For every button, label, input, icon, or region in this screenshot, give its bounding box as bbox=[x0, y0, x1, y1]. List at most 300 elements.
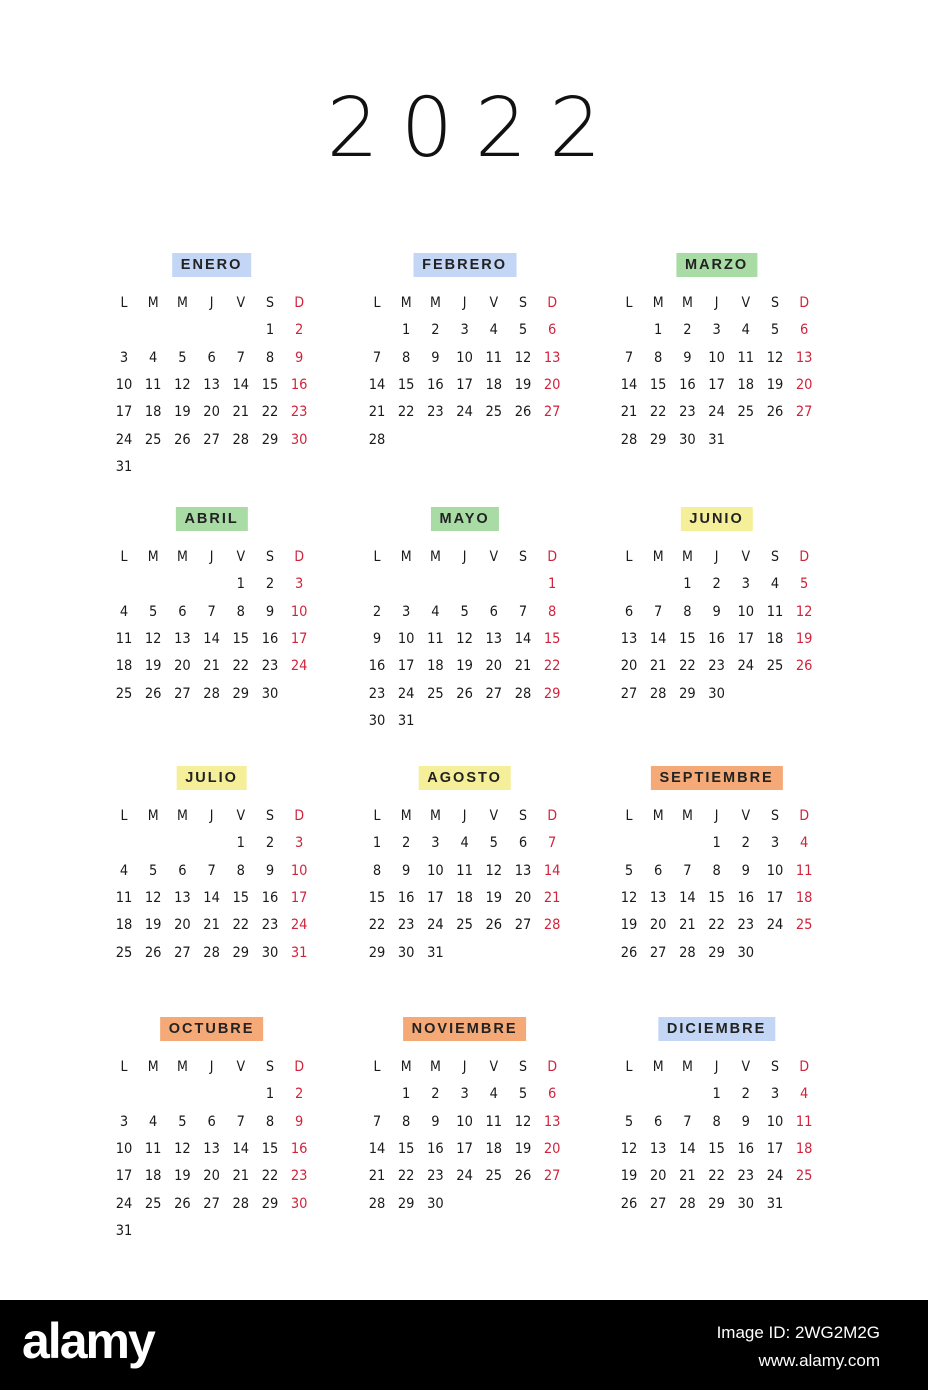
day-cell: 31 bbox=[115, 1222, 133, 1239]
weekday-header: J bbox=[462, 808, 467, 824]
month-label: JULIO bbox=[176, 766, 247, 790]
day-cell: 6 bbox=[178, 862, 187, 879]
day-cell: 10 bbox=[766, 1113, 784, 1130]
day-cell: 15 bbox=[543, 630, 561, 647]
day-cell: 1 bbox=[236, 576, 245, 593]
day-cell: 10 bbox=[115, 376, 133, 393]
day-cell: 7 bbox=[372, 1113, 382, 1130]
weekday-header: L bbox=[120, 1059, 128, 1075]
weekday-header: M bbox=[681, 549, 693, 565]
day-cell: 19 bbox=[456, 658, 473, 675]
day-cell: 23 bbox=[261, 917, 279, 934]
day-cell: 3 bbox=[460, 1086, 469, 1103]
day-cell: 17 bbox=[290, 630, 308, 647]
day-cell: 26 bbox=[456, 685, 473, 702]
day-cell: 3 bbox=[119, 349, 129, 366]
weekday-header: J bbox=[714, 549, 719, 565]
day-cell: 6 bbox=[800, 322, 809, 339]
day-cell: 18 bbox=[144, 404, 162, 421]
day-cell: 17 bbox=[115, 404, 133, 421]
weekday-header: V bbox=[489, 295, 499, 311]
weekday-header: J bbox=[714, 1059, 719, 1075]
day-cell: 16 bbox=[427, 1140, 444, 1157]
day-cell: 8 bbox=[372, 862, 382, 879]
day-cell: 4 bbox=[770, 576, 780, 593]
day-cell: 4 bbox=[800, 835, 809, 852]
day-cell: 21 bbox=[368, 1168, 386, 1185]
day-cell: 19 bbox=[514, 1140, 532, 1157]
weekday-header: M bbox=[147, 295, 159, 311]
day-cell: 10 bbox=[766, 862, 784, 879]
day-cell: 6 bbox=[518, 835, 528, 852]
day-cell: 12 bbox=[514, 349, 532, 366]
day-cell: 28 bbox=[514, 685, 532, 702]
day-cell: 27 bbox=[514, 917, 532, 934]
day-cell: 25 bbox=[115, 685, 133, 702]
day-cell: 21 bbox=[368, 404, 386, 421]
day-cell: 19 bbox=[144, 658, 162, 675]
day-cell: 26 bbox=[514, 1168, 532, 1185]
day-cell: 9 bbox=[402, 862, 411, 879]
day-cell: 23 bbox=[261, 658, 279, 675]
day-cell: 3 bbox=[119, 1113, 129, 1130]
day-cell: 10 bbox=[115, 1140, 133, 1157]
day-cell: 20 bbox=[203, 404, 220, 421]
day-cell: 6 bbox=[654, 1113, 663, 1130]
day-cell: 28 bbox=[649, 685, 667, 702]
weekday-header: M bbox=[176, 1059, 188, 1075]
day-cell: 19 bbox=[174, 404, 191, 421]
day-cell: 11 bbox=[456, 862, 473, 879]
day-cell: 14 bbox=[679, 1140, 696, 1157]
day-cell: 16 bbox=[679, 376, 696, 393]
day-cell: 1 bbox=[712, 1086, 721, 1103]
day-cell: 8 bbox=[402, 1113, 411, 1130]
day-cell: 8 bbox=[712, 862, 721, 879]
day-cell: 2 bbox=[295, 322, 304, 339]
day-cell: 26 bbox=[174, 431, 191, 448]
day-cell: 3 bbox=[712, 322, 721, 339]
day-cell: 23 bbox=[427, 1168, 444, 1185]
day-cell: 26 bbox=[144, 944, 162, 961]
day-cell: 12 bbox=[766, 349, 784, 366]
day-cell: 21 bbox=[620, 404, 638, 421]
day-cell: 23 bbox=[397, 917, 415, 934]
day-cell: 18 bbox=[144, 1168, 162, 1185]
weekday-header: S bbox=[771, 549, 779, 565]
day-cell: 14 bbox=[514, 630, 532, 647]
weekday-header: J bbox=[714, 808, 719, 824]
weekday-header: V bbox=[236, 549, 246, 565]
image-id: Image ID: 2WG2M2G bbox=[716, 1323, 880, 1342]
day-cell: 28 bbox=[620, 431, 638, 448]
day-cell: 28 bbox=[232, 431, 250, 448]
day-cell: 26 bbox=[485, 917, 503, 934]
day-cell: 2 bbox=[295, 1086, 304, 1103]
day-cell: 3 bbox=[741, 576, 750, 593]
day-cell: 26 bbox=[795, 658, 813, 675]
day-cell: 17 bbox=[456, 376, 473, 393]
month-label: ABRIL bbox=[175, 507, 247, 531]
day-cell: 4 bbox=[431, 603, 440, 620]
day-cell: 28 bbox=[368, 431, 386, 448]
day-cell: 28 bbox=[368, 1195, 386, 1212]
weekday-header: M bbox=[681, 295, 693, 311]
day-cell: 22 bbox=[649, 404, 667, 421]
day-cell: 3 bbox=[431, 835, 440, 852]
day-cell: 18 bbox=[795, 889, 813, 906]
day-cell: 13 bbox=[203, 376, 220, 393]
weekday-header: M bbox=[147, 808, 159, 824]
weekday-header: M bbox=[176, 808, 188, 824]
day-cell: 3 bbox=[402, 603, 411, 620]
day-cell: 18 bbox=[795, 1140, 813, 1157]
day-cell: 30 bbox=[737, 944, 755, 961]
day-cell: 28 bbox=[679, 1195, 696, 1212]
weekday-header: M bbox=[652, 295, 664, 311]
day-cell: 6 bbox=[489, 603, 498, 620]
day-cell: 4 bbox=[119, 862, 129, 879]
day-cell: 7 bbox=[683, 1113, 692, 1130]
month-label: MARZO bbox=[676, 253, 757, 277]
day-cell: 13 bbox=[203, 1140, 220, 1157]
weekday-header: D bbox=[799, 1059, 810, 1075]
day-cell: 21 bbox=[232, 1168, 250, 1185]
weekday-header: L bbox=[120, 549, 128, 565]
day-cell: 7 bbox=[372, 349, 382, 366]
day-cell: 20 bbox=[649, 1168, 667, 1185]
day-cell: 21 bbox=[514, 658, 532, 675]
day-cell: 26 bbox=[514, 404, 532, 421]
day-cell: 21 bbox=[203, 917, 220, 934]
day-cell: 24 bbox=[456, 404, 473, 421]
day-cell: 22 bbox=[261, 404, 279, 421]
weekday-header: M bbox=[652, 549, 664, 565]
day-cell: 7 bbox=[683, 862, 692, 879]
day-cell: 1 bbox=[654, 322, 663, 339]
day-cell: 13 bbox=[543, 349, 561, 366]
day-cell: 12 bbox=[620, 1140, 638, 1157]
day-cell: 18 bbox=[485, 376, 503, 393]
weekday-header: L bbox=[373, 549, 381, 565]
day-cell: 4 bbox=[800, 1086, 809, 1103]
day-cell: 14 bbox=[649, 630, 667, 647]
day-cell: 18 bbox=[427, 658, 444, 675]
weekday-header: J bbox=[209, 808, 214, 824]
day-cell: 16 bbox=[290, 376, 308, 393]
weekday-header: L bbox=[625, 549, 633, 565]
day-cell: 1 bbox=[236, 835, 245, 852]
day-cell: 29 bbox=[232, 685, 250, 702]
day-cell: 15 bbox=[368, 889, 386, 906]
day-cell: 3 bbox=[460, 322, 469, 339]
day-cell: 23 bbox=[290, 1168, 308, 1185]
day-cell: 11 bbox=[766, 603, 784, 620]
day-cell: 12 bbox=[144, 630, 162, 647]
day-cell: 13 bbox=[649, 1140, 667, 1157]
day-cell: 25 bbox=[144, 1195, 162, 1212]
day-cell: 10 bbox=[737, 603, 755, 620]
day-cell: 31 bbox=[766, 1195, 784, 1212]
day-cell: 16 bbox=[427, 376, 444, 393]
day-cell: 11 bbox=[115, 889, 133, 906]
weekday-header: M bbox=[652, 1059, 664, 1075]
weekday-header: M bbox=[147, 549, 159, 565]
day-cell: 21 bbox=[679, 917, 696, 934]
day-cell: 6 bbox=[548, 322, 557, 339]
weekday-header: J bbox=[714, 295, 719, 311]
day-cell: 11 bbox=[144, 376, 162, 393]
day-cell: 23 bbox=[708, 658, 725, 675]
day-cell: 23 bbox=[290, 404, 308, 421]
day-cell: 23 bbox=[679, 404, 696, 421]
day-cell: 3 bbox=[770, 1086, 780, 1103]
day-cell: 10 bbox=[397, 630, 415, 647]
weekday-header: D bbox=[294, 1059, 305, 1075]
day-cell: 28 bbox=[232, 1195, 250, 1212]
day-cell: 31 bbox=[115, 458, 133, 475]
day-cell: 9 bbox=[295, 349, 304, 366]
day-cell: 8 bbox=[548, 603, 557, 620]
day-cell: 23 bbox=[737, 917, 755, 934]
day-cell: 11 bbox=[795, 862, 813, 879]
day-cell: 24 bbox=[397, 685, 415, 702]
day-cell: 17 bbox=[456, 1140, 473, 1157]
day-cell: 8 bbox=[265, 349, 275, 366]
day-cell: 18 bbox=[737, 376, 755, 393]
day-cell: 22 bbox=[232, 658, 250, 675]
weekday-header: M bbox=[652, 808, 664, 824]
day-cell: 2 bbox=[431, 1086, 440, 1103]
day-cell: 3 bbox=[770, 835, 780, 852]
day-cell: 20 bbox=[174, 658, 191, 675]
day-cell: 24 bbox=[737, 658, 755, 675]
day-cell: 24 bbox=[708, 404, 725, 421]
day-cell: 27 bbox=[203, 431, 220, 448]
day-cell: 29 bbox=[397, 1195, 415, 1212]
day-cell: 20 bbox=[620, 658, 638, 675]
day-cell: 2 bbox=[265, 835, 275, 852]
day-cell: 9 bbox=[265, 603, 275, 620]
weekday-header: V bbox=[489, 1059, 499, 1075]
weekday-header: D bbox=[799, 549, 810, 565]
weekday-header: M bbox=[400, 549, 412, 565]
day-cell: 19 bbox=[766, 376, 784, 393]
site-url: www.alamy.com bbox=[758, 1351, 880, 1370]
day-cell: 16 bbox=[708, 630, 725, 647]
weekday-header: L bbox=[373, 1059, 381, 1075]
day-cell: 30 bbox=[261, 944, 279, 961]
day-cell: 5 bbox=[489, 835, 498, 852]
day-cell: 18 bbox=[115, 658, 133, 675]
day-cell: 13 bbox=[485, 630, 503, 647]
day-cell: 16 bbox=[737, 889, 755, 906]
day-cell: 19 bbox=[620, 917, 638, 934]
day-cell: 23 bbox=[368, 685, 386, 702]
day-cell: 9 bbox=[372, 630, 382, 647]
day-cell: 27 bbox=[174, 944, 191, 961]
day-cell: 4 bbox=[149, 349, 158, 366]
day-cell: 6 bbox=[207, 1113, 216, 1130]
day-cell: 15 bbox=[232, 889, 250, 906]
day-cell: 30 bbox=[368, 712, 386, 729]
day-cell: 5 bbox=[149, 862, 158, 879]
weekday-header: L bbox=[373, 808, 381, 824]
day-cell: 30 bbox=[737, 1195, 755, 1212]
day-cell: 26 bbox=[766, 404, 784, 421]
day-cell: 4 bbox=[489, 1086, 498, 1103]
day-cell: 26 bbox=[144, 685, 162, 702]
day-cell: 30 bbox=[397, 944, 415, 961]
weekday-header: S bbox=[266, 808, 274, 824]
day-cell: 14 bbox=[368, 1140, 386, 1157]
day-cell: 10 bbox=[290, 603, 308, 620]
day-cell: 26 bbox=[174, 1195, 191, 1212]
day-cell: 5 bbox=[624, 1113, 634, 1130]
day-cell: 7 bbox=[518, 603, 528, 620]
weekday-header: L bbox=[120, 808, 128, 824]
day-cell: 8 bbox=[236, 603, 245, 620]
day-cell: 29 bbox=[649, 431, 667, 448]
day-cell: 4 bbox=[489, 322, 498, 339]
day-cell: 29 bbox=[232, 944, 250, 961]
day-cell: 28 bbox=[203, 685, 220, 702]
day-cell: 8 bbox=[654, 349, 663, 366]
month-label: NOVIEMBRE bbox=[403, 1017, 527, 1041]
day-cell: 29 bbox=[261, 431, 279, 448]
day-cell: 15 bbox=[679, 630, 696, 647]
weekday-header: D bbox=[294, 295, 305, 311]
day-cell: 10 bbox=[456, 1113, 473, 1130]
day-cell: 31 bbox=[708, 431, 725, 448]
day-cell: 11 bbox=[485, 349, 503, 366]
day-cell: 30 bbox=[261, 685, 279, 702]
day-cell: 17 bbox=[708, 376, 725, 393]
day-cell: 14 bbox=[368, 376, 386, 393]
day-cell: 13 bbox=[174, 889, 191, 906]
weekday-header: S bbox=[771, 295, 779, 311]
day-cell: 24 bbox=[766, 917, 784, 934]
day-cell: 19 bbox=[144, 917, 162, 934]
weekday-header: V bbox=[741, 1059, 751, 1075]
day-cell: 18 bbox=[485, 1140, 503, 1157]
day-cell: 30 bbox=[427, 1195, 444, 1212]
day-cell: 18 bbox=[115, 917, 133, 934]
day-cell: 4 bbox=[460, 835, 469, 852]
weekday-header: D bbox=[547, 295, 558, 311]
day-cell: 1 bbox=[548, 576, 557, 593]
weekday-header: D bbox=[294, 549, 305, 565]
day-cell: 27 bbox=[485, 685, 503, 702]
weekday-header: L bbox=[625, 295, 633, 311]
day-cell: 7 bbox=[207, 603, 216, 620]
day-cell: 12 bbox=[456, 630, 473, 647]
weekday-header: J bbox=[209, 295, 214, 311]
weekday-header: S bbox=[519, 1059, 527, 1075]
day-cell: 27 bbox=[543, 404, 561, 421]
day-cell: 18 bbox=[456, 889, 473, 906]
day-cell: 16 bbox=[737, 1140, 755, 1157]
day-cell: 14 bbox=[679, 889, 696, 906]
day-cell: 13 bbox=[514, 862, 532, 879]
weekday-header: M bbox=[400, 1059, 412, 1075]
day-cell: 9 bbox=[741, 862, 750, 879]
weekday-header: J bbox=[209, 549, 214, 565]
day-cell: 9 bbox=[295, 1113, 304, 1130]
day-cell: 20 bbox=[543, 376, 561, 393]
year-title: 2022 bbox=[326, 81, 624, 176]
day-cell: 4 bbox=[741, 322, 750, 339]
weekday-header: M bbox=[681, 1059, 693, 1075]
day-cell: 15 bbox=[261, 1140, 279, 1157]
day-cell: 1 bbox=[265, 322, 275, 339]
weekday-header: L bbox=[625, 808, 633, 824]
day-cell: 26 bbox=[620, 944, 638, 961]
day-cell: 22 bbox=[708, 1168, 725, 1185]
day-cell: 11 bbox=[737, 349, 755, 366]
day-cell: 22 bbox=[397, 1168, 415, 1185]
weekday-header: V bbox=[741, 549, 751, 565]
day-cell: 9 bbox=[683, 349, 692, 366]
day-cell: 11 bbox=[115, 630, 133, 647]
day-cell: 15 bbox=[708, 889, 725, 906]
weekday-header: M bbox=[429, 295, 441, 311]
day-cell: 17 bbox=[115, 1168, 133, 1185]
day-cell: 19 bbox=[485, 889, 503, 906]
day-cell: 12 bbox=[174, 1140, 191, 1157]
day-cell: 9 bbox=[265, 862, 275, 879]
weekday-header: S bbox=[266, 295, 274, 311]
day-cell: 25 bbox=[427, 685, 444, 702]
alamy-logo: alamy bbox=[22, 1313, 154, 1369]
weekday-header: V bbox=[236, 808, 246, 824]
day-cell: 11 bbox=[795, 1113, 813, 1130]
day-cell: 27 bbox=[620, 685, 638, 702]
day-cell: 16 bbox=[261, 630, 279, 647]
day-cell: 13 bbox=[174, 630, 191, 647]
day-cell: 16 bbox=[368, 658, 386, 675]
day-cell: 22 bbox=[368, 917, 386, 934]
day-cell: 17 bbox=[766, 889, 784, 906]
month-label: ENERO bbox=[172, 253, 252, 277]
day-cell: 21 bbox=[232, 404, 250, 421]
month-label: AGOSTO bbox=[418, 766, 511, 790]
weekday-header: M bbox=[176, 549, 188, 565]
day-cell: 21 bbox=[543, 889, 561, 906]
day-cell: 6 bbox=[624, 603, 634, 620]
day-cell: 18 bbox=[766, 630, 784, 647]
weekday-header: V bbox=[489, 549, 499, 565]
weekday-header: V bbox=[236, 295, 246, 311]
day-cell: 24 bbox=[115, 431, 133, 448]
weekday-header: S bbox=[519, 549, 527, 565]
day-cell: 30 bbox=[290, 431, 308, 448]
day-cell: 27 bbox=[795, 404, 813, 421]
day-cell: 8 bbox=[712, 1113, 721, 1130]
day-cell: 29 bbox=[368, 944, 386, 961]
day-cell: 10 bbox=[427, 862, 444, 879]
day-cell: 20 bbox=[485, 658, 503, 675]
day-cell: 12 bbox=[620, 889, 638, 906]
day-cell: 19 bbox=[174, 1168, 191, 1185]
weekday-header: V bbox=[741, 808, 751, 824]
day-cell: 23 bbox=[427, 404, 444, 421]
day-cell: 14 bbox=[620, 376, 638, 393]
day-cell: 2 bbox=[431, 322, 440, 339]
day-cell: 22 bbox=[543, 658, 561, 675]
day-cell: 2 bbox=[372, 603, 382, 620]
day-cell: 10 bbox=[290, 862, 308, 879]
